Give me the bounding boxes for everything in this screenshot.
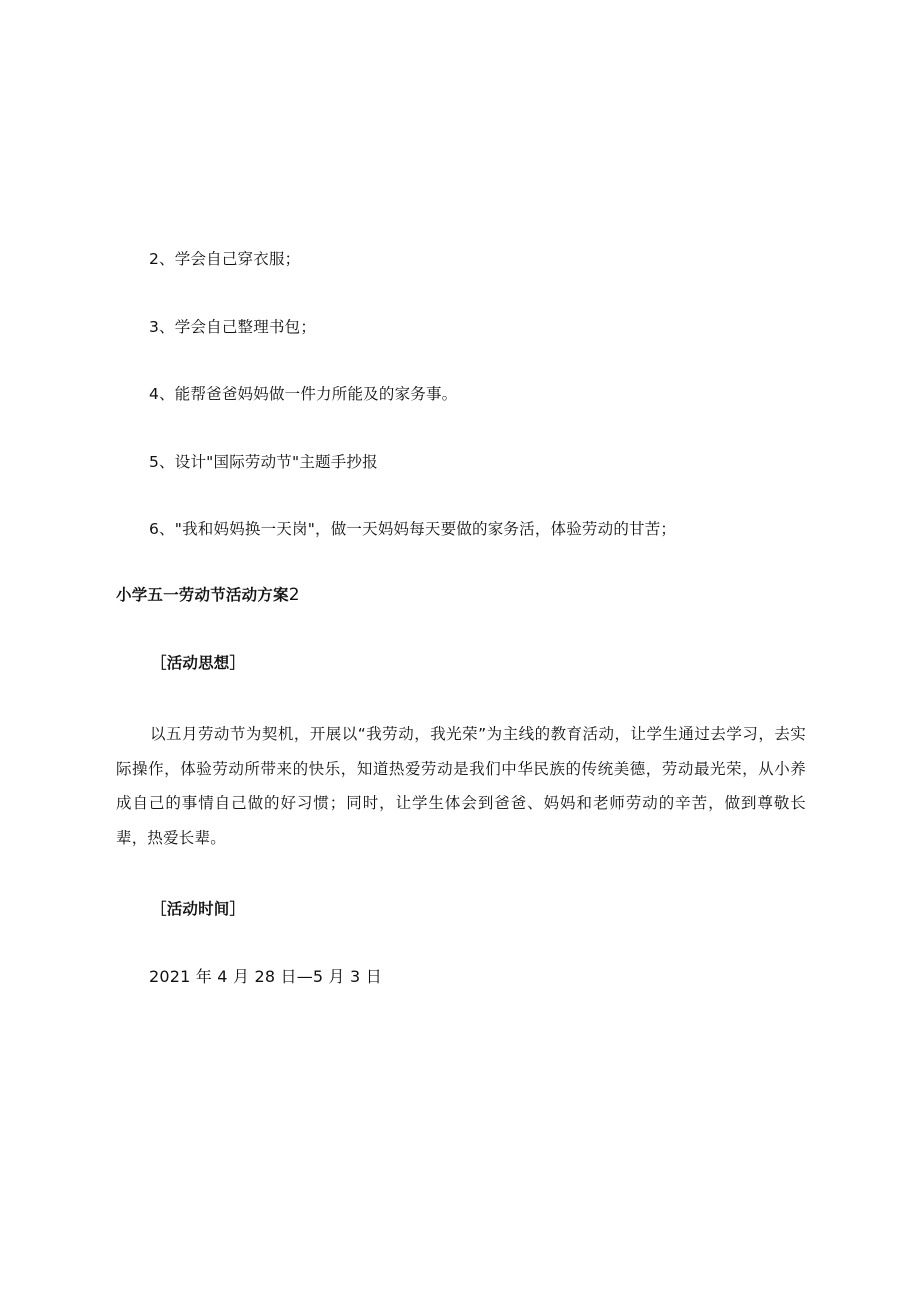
list-item-5: 5、设计"国际劳动节"主题手抄报 [149, 453, 378, 471]
section-title-time: ［活动时间］ [151, 900, 246, 918]
activity-date: 2021 年 4 月 28 日—5 月 3 日 [149, 967, 382, 986]
list-item-2: 2、学会自己穿衣服； [149, 250, 301, 268]
plan-heading [116, 584, 300, 606]
section-title-idea: ［活动思想］ [151, 654, 246, 672]
list-item-4: 4、能帮爸爸妈妈做一件力所能及的家务事。 [149, 385, 458, 403]
plan-heading-text: 小学五一劳动节活动方案 [116, 586, 289, 604]
list-item-3: 3、学会自己整理书包； [149, 318, 317, 336]
plan-heading-number: 2 [288, 585, 300, 605]
list-item-6: 6、"我和妈妈换一天岗"，做一天妈妈每天要做的家务活，体验劳动的甘苦； [149, 520, 677, 538]
idea-paragraph: 以五月劳动节为契机，开展以“我劳动，我光荣”为主线的教育活动，让学生通过去学习，去实际操作，体验劳动所带来的快乐，知道热爱劳动是我们中华民族的传统美德，劳动最光荣，从小养成自己的事情自己做的好习惯；同时，让学生体会到爸爸、妈妈和老师劳动的辛苦，做到尊敬长辈，热爱长辈。 [116, 725, 806, 847]
